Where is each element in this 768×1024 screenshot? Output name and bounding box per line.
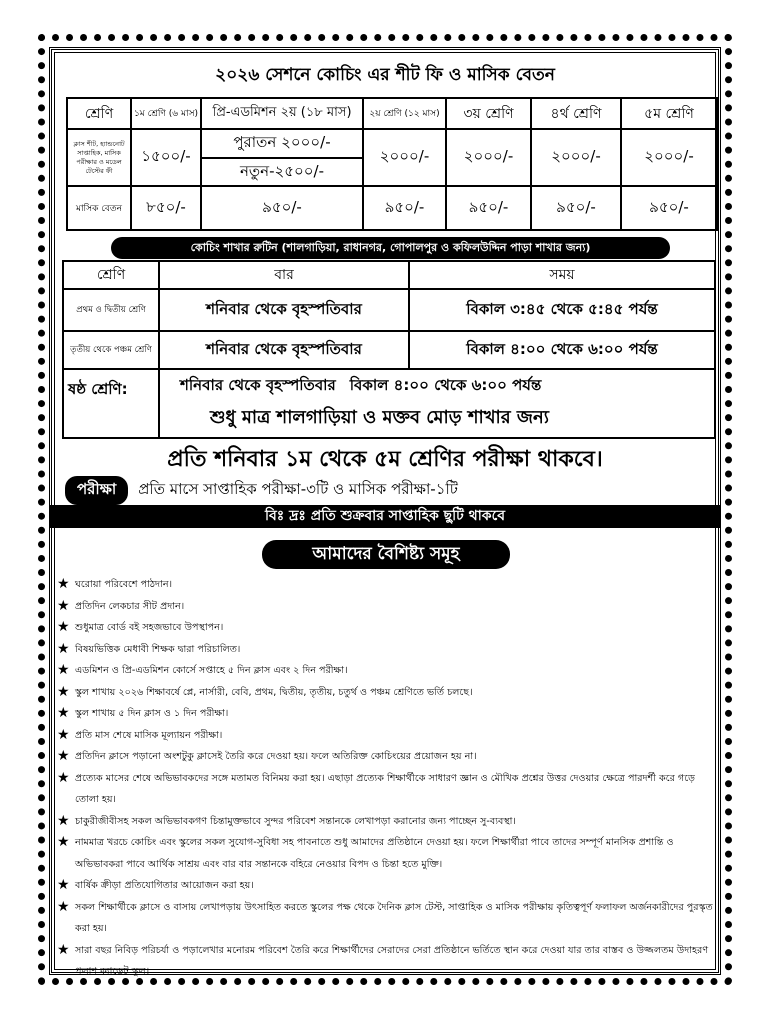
list-item [57,940,717,983]
star-icon: ★ [57,576,70,592]
star-icon: ★ [57,812,70,829]
list-item [57,660,717,682]
feature-text: প্রত্যেক মাসের শেষে অভিভাবকদের সঙ্গে মতামত বিনিময় করা হয়। এছাড়া প্রত্যেক শিক্ষার্থীকে সাধারণ জ্ঞান ও মৌখিক প্রশ্নের উত্তর দেওয়ার ক্ষেত্রে পারদর্শী করে গড়ে তোলা হয়। [75,772,695,805]
star-icon: ★ [57,748,70,764]
header-cell: ৪র্থ শ্রেণি [531,98,621,129]
row-detail [159,369,715,438]
cell: ৯৫০/- [446,186,531,230]
feature-text: স্কুল শাখায় ৫ দিন ক্লাস ও ১ দিন পরীক্ষা। [75,708,229,719]
list-item [57,596,717,618]
exam-detail-row [65,476,715,505]
table-header-row [63,261,715,289]
star-icon: ★ [57,877,70,893]
day-text: শনিবার থেকে বৃহস্পতিবার [180,375,336,394]
time-cell: বিকাল ৩:৪৫ থেকে ৫:৪৫ পর্যন্ত [409,289,715,331]
header-cell: ২য় শ্রেণি (১২ মাস) [363,98,446,129]
day-cell: শনিবার থেকে বৃহস্পতিবার [159,331,409,369]
cell: ১৫০০/- [131,129,201,186]
list-item [57,746,717,768]
feature-text: ঘরোয়া পরিবেশে পাঠদান। [75,579,173,590]
cell: ৯৫০/- [363,186,446,230]
cell: ৯৫০/- [201,186,363,230]
list-item [57,682,717,704]
table-row [67,129,717,158]
list-item [57,639,717,661]
fee-table [66,97,718,231]
row-label: মাসিক বেতন [67,186,131,230]
class-cell: ষষ্ঠ শ্রেণি: [63,369,159,438]
cell: ২০০০/- [363,129,446,186]
list-item [57,768,717,811]
list-item [57,811,717,833]
feature-text: প্রতিদিন লেকচার সীট প্রদান। [75,600,185,612]
star-icon: ★ [57,705,70,721]
time-cell: বিকাল ৪:০০ থেকে ৬:০০ পর্যন্ত [409,331,715,369]
cell: ৮৫০/- [131,186,201,230]
cell: পুরাতন ২০০০/- [201,129,363,158]
cell: ২০০০/- [446,129,531,186]
header-cell: প্রি-এডমিশন ২য় (১৮ মাস) [201,98,363,129]
table-header-row [67,98,717,129]
star-icon: ★ [57,834,70,850]
header-cell: শ্রেণি [67,98,131,129]
routine-banner: কোচিং শাখার রুটিন (শালগাড়িয়া, রাধানগর, গোপালপুর ও কফিলউদ্দিন পাড়া শাখার জন্য) [111,237,670,259]
cell: ২০০০/- [621,129,717,186]
cell: নতুন-২৫০০/- [201,158,363,186]
exam-announcement: প্রতি শনিবার ১ম থেকে ৫ম শ্রেণির পরীক্ষা থাকবে। [167,447,603,472]
header-cell: ১ম শ্রেণি (৬ মাস) [131,98,201,129]
feature-text: বিষয়ভিত্তিক মেধাবী শিক্ষক দ্বারা পরিচালিত। [75,643,241,655]
cell: ৯৫০/- [531,186,621,230]
header-cell: সময় [409,261,715,289]
holiday-notice: বিঃ দ্রঃ প্রতি শুক্রবার সাপ্তাহিক ছুটি থাকবে [50,505,720,528]
list-item [57,725,717,747]
feature-text: প্রতিদিন ক্লাসে পড়ানো অংশটুকু ক্লাসেই তৈরি করে দেওয়া হয়। ফলে অতিরিক্ত কোচিংয়ের প্রয়োজন হয় না। [75,751,477,762]
feature-text: প্রতি মাস শেষে মাসিক মূল্যায়ন পরীক্ষা। [75,729,223,741]
cell: ২০০০/- [531,129,621,186]
exam-detail: প্রতি মাসে সাপ্তাহিক পরীক্ষা-৩টি ও মাসিক পরীক্ষা-১টি [138,480,458,498]
header-cell: ৫ম শ্রেণি [621,98,717,129]
star-icon: ★ [57,726,70,743]
star-icon: ★ [57,597,70,614]
features-list [57,574,717,983]
routine-table [62,260,716,439]
feature-text: চাকুরীজীবীসহ সকল অভিভাবকগণ চিন্তামুক্তভাবে সুন্দর পরিবেশ সন্তানকে লেখাপড়া করানোর জন্য পাচ্ছেন সু-ব্যবস্থা। [75,815,516,827]
branch-note: শুধু মাত্র শালগাড়িয়া ও মক্তব মোড় শাখার জন্য [210,406,550,428]
list-item [57,617,717,639]
feature-text: সারা বছর নিবিড় পরিচর্যা ও পড়ালেখার মনোরম পরিবেশ তৈরি করে শিক্ষার্থীদের সেরাদের সেরা প্রতিষ্ঠানে ভর্তিতে স্থান করে দেওয়া যার তার বাস্তব ও উজ্জলতম উদাহরণ পলাশ ক্যাডেট স্কুল। [75,944,709,977]
time-text: বিকাল ৪:০০ থেকে ৬:০০ পর্যন্ত [349,375,542,394]
feature-text: সকল শিক্ষার্থীকে ক্লাসে ও বাসায় লেখাপড়ায় উৎসাহিত করতে স্কুলের পক্ষ থেকে দৈনিক ক্লাস টেস্ট, সাপ্তাহিক ও মাসিক পরীক্ষায় কৃতিত্বপূর্ণ ফলাফল অর্জনকারীদের পুরস্কৃত করা হয়। [75,901,713,934]
star-icon: ★ [57,898,70,915]
list-item [57,832,717,875]
header-cell: ৩য় শ্রেণি [446,98,531,129]
cell: ৯৫০/- [621,186,717,230]
class-cell: প্রথম ও দ্বিতীয় শ্রেণি [63,289,159,331]
table-row [67,186,717,230]
header-cell: শ্রেণি [63,261,159,289]
table-row [63,369,715,438]
feature-text: বার্ষিক ক্রীড়া প্রতিযোগিতার আয়োজন করা হয়। [75,880,254,891]
feature-text: শুধুমাত্র বোর্ড বই সহজভাবে উপস্থাপন। [75,622,224,633]
features-heading: আমাদের বৈশিষ্ট্য সমূহ [262,540,510,569]
feature-text: এডমিশন ও প্রি-এডমিশন কোর্সে সপ্তাহে ৫ দিন ক্লাস এবং ২ দিন পরীক্ষা। [75,665,348,676]
star-icon: ★ [57,662,70,678]
class-cell: তৃতীয় থেকে পঞ্চম শ্রেণি [63,331,159,369]
feature-text: স্কুল শাখায় ২০২৬ শিক্ষাবর্ষে প্লে, নার্সারী, বেবি, প্রথম, দ্বিতীয়, তৃতীয়, চতুর্থ ও পঞ্চম শ্রেণিতে ভর্তি চলছে। [75,686,473,698]
star-icon: ★ [57,683,70,700]
exam-badge: পরীক্ষা [65,476,128,505]
header-cell: বার [159,261,409,289]
table-row [63,289,715,331]
row-label: ক্লাস শীট, হ্যান্ডনোট সাপ্তাহিক, মাসিক পরীক্ষার ও মডেল টেস্টের ফী [67,129,131,186]
star-icon: ★ [57,769,70,786]
feature-text: নামমাত্র খরচে কোচিং এবং স্কুলের সকল সুযোগ-সুবিধা সহ পাবনাতে শুধু আমাদের প্রতিষ্ঠানে দেওয়া হয়। ফলে শিক্ষার্থীরা পাবে তাদের সম্পূর্ণ মানসিক প্রশান্তি ও অভিভাবকরা পাবে আর্থিক সাশ্রয় এবং বার বার সন্তানকে বহিরে নেওয়ার বিপদ ও চিন্তা হতে মুক্তি। [75,837,674,870]
list-item [57,897,717,940]
list-item [57,703,717,725]
list-item [57,875,717,897]
star-icon: ★ [57,941,70,958]
day-cell: শনিবার থেকে বৃহস্পতিবার [159,289,409,331]
list-item [57,574,717,596]
page-title: ২০২৬ সেশনে কোচিং এর শীট ফি ও মাসিক বেতন [215,65,555,85]
star-icon: ★ [57,619,70,635]
table-row [63,331,715,369]
star-icon: ★ [57,640,70,657]
